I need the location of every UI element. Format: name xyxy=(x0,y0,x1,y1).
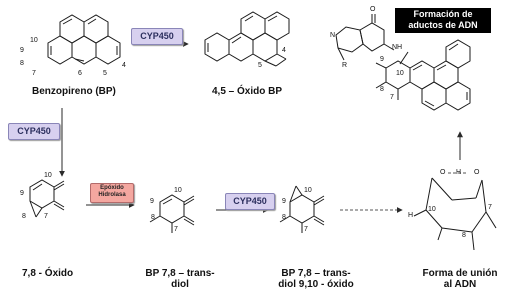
diol-atom-9: 9 xyxy=(150,198,154,205)
diolepox-atom-8: 8 xyxy=(282,214,286,221)
title-line2: aductos de ADN xyxy=(408,20,478,30)
ox78-atom-9: 9 xyxy=(20,190,24,197)
diol-atom-7: 7 xyxy=(174,226,178,233)
diolepox-line2: diol 9,10 - óxido xyxy=(278,279,354,290)
epoxide-line1: Epóxido xyxy=(100,185,124,191)
oxide45-label: 4,5 – Óxido BP xyxy=(212,86,283,97)
adduct-atom-7: 7 xyxy=(390,94,394,101)
diolepox-atom-7: 7 xyxy=(304,226,308,233)
adduct-atom-10: 10 xyxy=(396,70,404,77)
binding-line1: Forma de unión xyxy=(422,268,498,279)
adduct-atom-n: N xyxy=(330,32,336,39)
ox45-atom-5: 5 xyxy=(258,62,262,69)
ox78-atom-7: 7 xyxy=(44,213,48,220)
binding-form-structure xyxy=(414,173,496,250)
diolepox-label xyxy=(268,268,364,290)
cyp450-left-badge: CYP450 xyxy=(8,123,60,140)
binding-atom-o-left: O xyxy=(440,169,446,176)
ox78-atom-8: 8 xyxy=(22,213,26,220)
transdiol-label xyxy=(140,268,220,290)
binding-atom-10: 10 xyxy=(428,206,436,213)
adduct-atom-9: 9 xyxy=(380,56,384,63)
bp-atom-10: 10 xyxy=(30,37,38,44)
cyp450-top-badge: CYP450 xyxy=(131,28,183,45)
binding-atom-o-right: O xyxy=(474,169,480,176)
binding-form-label xyxy=(418,268,502,290)
diolepox-line1: BP 7,8 – trans- xyxy=(281,268,351,279)
ox45-atom-4: 4 xyxy=(282,47,286,54)
binding-atom-h-top: H xyxy=(456,169,462,176)
adduct-atom-8: 8 xyxy=(380,86,384,93)
oxide78-structure xyxy=(30,180,64,217)
bp-atom-4: 4 xyxy=(122,62,126,69)
binding-atom-h-left: H xyxy=(408,212,414,219)
binding-line2: al ADN xyxy=(443,279,477,290)
bp-atom-6: 6 xyxy=(78,70,82,77)
oxide45-structure xyxy=(205,12,289,66)
adduct-atom-nh: NH xyxy=(392,44,403,51)
title-line1: Formación de xyxy=(413,9,473,19)
epoxide-line2: Hidrolasa xyxy=(98,192,126,198)
cyp450-bottom-badge: CYP450 xyxy=(225,193,275,210)
diol-atom-8: 8 xyxy=(151,214,155,221)
binding-atom-7: 7 xyxy=(488,204,492,211)
adduct-atom-r: R xyxy=(342,62,348,69)
diolepox-atom-10: 10 xyxy=(304,187,312,194)
epoxide-hydrolase-badge xyxy=(90,183,134,203)
benzopyrene-structure xyxy=(48,15,120,64)
oxide78-label: 7,8 - Óxido xyxy=(22,268,74,279)
benzopyrene-label: Benzopireno (BP) xyxy=(32,86,116,97)
binding-atom-8: 8 xyxy=(462,232,466,239)
transdiol-line2: diol xyxy=(171,279,189,290)
adduct-atom-o: O xyxy=(370,6,376,13)
title-box xyxy=(395,8,491,33)
bp-atom-7: 7 xyxy=(32,70,36,77)
transdiol-line1: BP 7,8 – trans- xyxy=(145,268,215,279)
transdiol-structure xyxy=(150,195,194,233)
diol-atom-10: 10 xyxy=(174,187,182,194)
diolepox-atom-9: 9 xyxy=(282,198,286,205)
ox78-atom-10: 10 xyxy=(44,172,52,179)
bp-atom-8: 8 xyxy=(20,60,24,67)
bp-atom-9: 9 xyxy=(20,47,24,54)
diolepox-structure xyxy=(280,186,324,233)
bp-atom-5: 5 xyxy=(103,70,107,77)
